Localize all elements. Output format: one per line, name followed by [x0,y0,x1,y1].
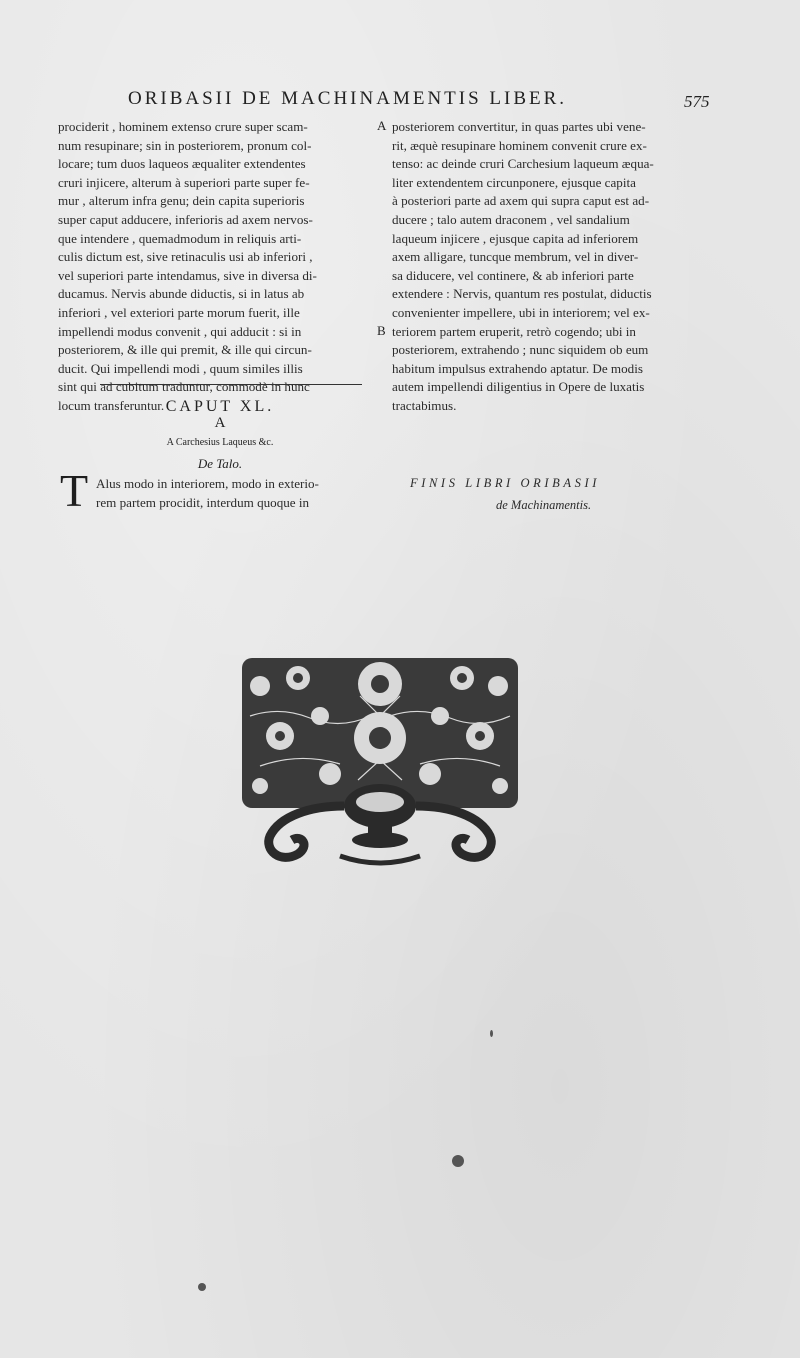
page-number: 575 [684,92,710,111]
text-line: autem impellendi diligentius in Opere de luxatis [392,379,645,395]
colophon-sub: de Machinamentis. [496,498,592,512]
ink-spot [490,1030,493,1037]
text-line: culis dictum est, sive retinaculis usi ab inferiori , [58,249,313,265]
chapter-title: CAPUT XL. [165,398,275,415]
chapter-text [96,475,376,512]
text-line: inferiori , vel exteriori parte morum fuerit, ille [58,304,300,320]
text-line: ducit. Qui impellendi modi , quum similes illis [58,360,303,376]
floral-vase-ornament-icon [240,656,520,872]
text-line: impellendi modus convenit , qui adducit : si in [58,323,302,339]
left-column [58,118,376,416]
text-line: mur , alterum infra genu; dein capita superioris [58,193,305,209]
running-head: ORIBASII DE MACHINAMENTIS LIBER. [128,88,568,109]
margin-letter-b: B [377,323,386,338]
text-line: posteriorem, extrahendo ; nunc siquidem ob eum [392,342,649,358]
text-line: laqueum injicere , ejusque capita ad inferiorem [392,230,639,246]
text-line: posteriorem, & ille qui premit, & ille qui circun- [58,342,312,358]
colophon-finis: FINIS LIBRI ORIBASII [410,476,601,490]
chapter-letter: A [214,415,226,431]
text-line: ducamus. Nervis abunde diductis, si in latus ab [58,286,305,302]
text-line: locum transferuntur. [58,397,165,413]
text-line: convenienter impellere, ubi in interiorem; vel ex- [392,304,650,320]
text-line: teriorem partem eruperit, retrò cogendo; ubi in [392,323,636,339]
text-line: Alus modo in interiorem, modo in exterio- [96,476,319,491]
text-line: que intendere , quemadmodum in reliquis arti- [58,230,302,246]
chapter-subtitle: De Talo. [197,456,243,471]
ink-spot [452,1155,464,1167]
text-line: tenso: ac deinde cruri Carchesium laqueum æqua- [392,156,654,172]
text-line: prociderit , hominem extenso crure super scam- [58,119,308,134]
text-line: num resupinare; sin in posteriorem, pronum col- [58,137,312,153]
margin-letter-a: A [377,118,387,133]
text-line: vel superiori parte intendamus, sive in diversa di- [58,267,317,283]
text-line: extendere : Nervis, quantum res postulat, diductis [392,286,652,302]
ink-spot [198,1283,206,1291]
drop-cap: T [60,465,89,516]
chapter-note: A Carchesius Laqueus &c. [166,437,274,448]
text-line: habitum impulsus extrahendo aptatur. De modis [392,360,643,376]
text-line: posteriorem convertitur, in quas partes ubi vene- [392,119,646,134]
text-line: sa diducere, vel continere, & ab inferiori parte [392,267,634,283]
text-line: rit, æquè resupinare hominem convenit crure ex- [392,137,647,153]
text-line: cruri injicere, alterum à superiori parte super fe- [58,174,310,190]
text-line: super caput adducere, inferioris ad axem nervos- [58,211,313,227]
column-rule [100,384,362,385]
text-line: ducere ; talo autem draconem , vel sandalium [392,211,630,227]
text-line: tractabimus. [392,397,457,413]
text-line: à posteriori parte ad axem qui supra caput est ad- [392,193,650,209]
text-line: locare; tum duos laqueos æqualiter extendentes [58,156,306,172]
text-line: sint qui ad cubitum traduntur, commodè in hunc [58,379,310,395]
text-line: liter extendentem circunponere, ejusque capita [392,174,636,190]
right-column [392,118,712,416]
text-line: axem alligare, tuncque membrum, vel in diver- [392,249,639,265]
text-line: rem partem procidit, interdum quoque in [96,494,310,510]
